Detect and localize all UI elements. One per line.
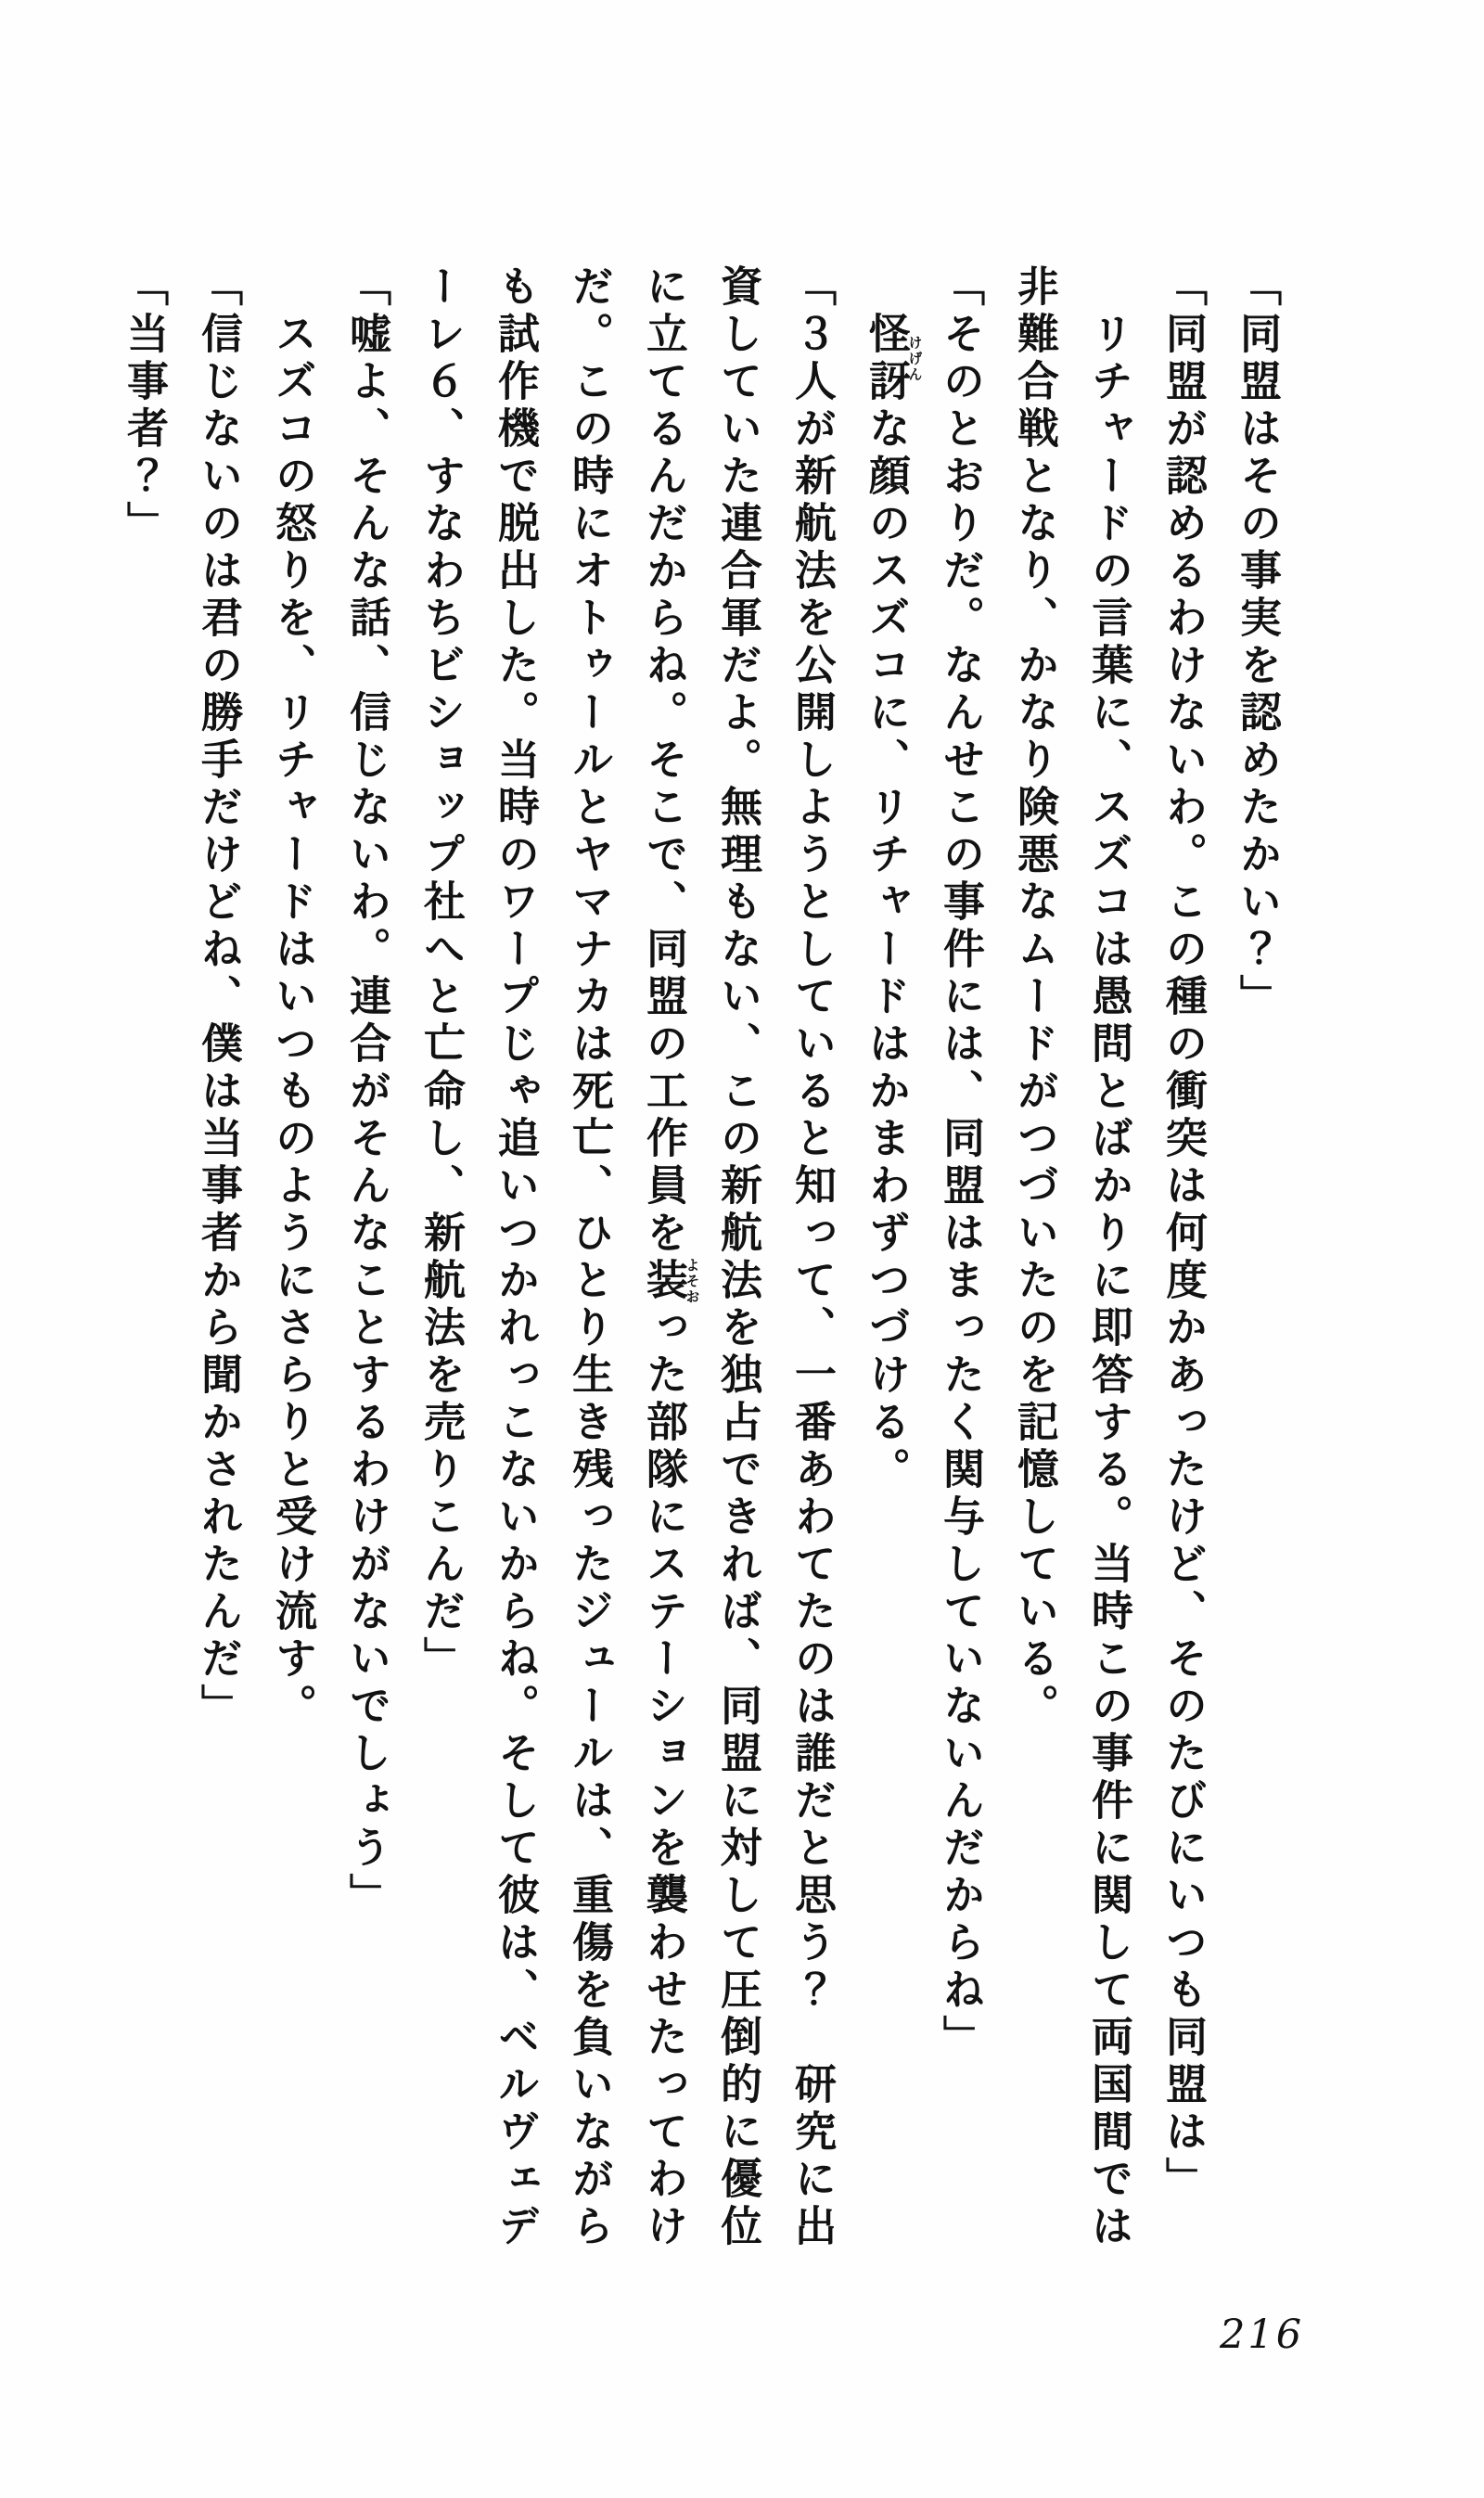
furigana-annotated-word: 装よそお — [639, 1258, 701, 1305]
paragraph: 「当事者？」 — [120, 264, 169, 548]
paragraph: 「信じないのは君の勝手だけどね、僕は当事者から聞かされたんだ」 — [194, 264, 243, 1731]
page-text — [107, 264, 1294, 2255]
furigana-text: よそお — [684, 1258, 701, 1305]
paragraph: スズコの怒りを、リチャードはいつものようにさらりと受け流す。 — [268, 264, 317, 1731]
paragraph: 怪訝けげんな顔のスズコに、リチャードはかまわずつづける。 — [862, 312, 924, 1494]
paragraph: リチャードの言葉に、スズコは愚問とばかりに即答する。当時この事件に関して両国間では非難合戦となり、かなり険悪なムードがつづいたのを記憶している。 — [1010, 264, 1133, 2251]
furigana-annotated-word: 怪訝けげん — [862, 312, 924, 406]
paragraph: 「３人が新航法を公開しようとしていると知って、一番あわてたのは誰だと思う？ 研究に出資していた連合軍だよ。無理もない、この新航法を独占できれば、同盟に対して圧倒的に優位に立てるんだからね。そこで、同盟の工作員を装よそおった部隊にステーションを襲わせたってわけだ。この時にオトゥールとヤマナカは死亡、ひとり生き残ったジュールは、重傷を負いながらも試作機で脱出した。当時のワープじゃ追いつかれっこないからね。そして彼は、ベルヴェデーレ６、すなわちビショップ社へと亡命し、新航法を売りこんだ」 — [416, 264, 837, 2251]
paragraph: 「同盟が認めるわけないわ。この種の衝突は何度かあったけど、そのたびにいつも同盟は」 — [1158, 264, 1208, 2204]
paragraph: 「同盟はその事実を認めたかい？」 — [1233, 264, 1282, 1021]
paragraph: 「そのとおりだ。なんせこの事件には、同盟はまったく関与していないんだからね」 — [936, 264, 985, 2062]
page-number: 216 — [1220, 2312, 1305, 2358]
furigana-text: けげん — [906, 312, 924, 406]
paragraph: 「嘘よ、そんな話、信じないわ。連合がそんなことするわけがないでしょう」 — [342, 264, 391, 1920]
